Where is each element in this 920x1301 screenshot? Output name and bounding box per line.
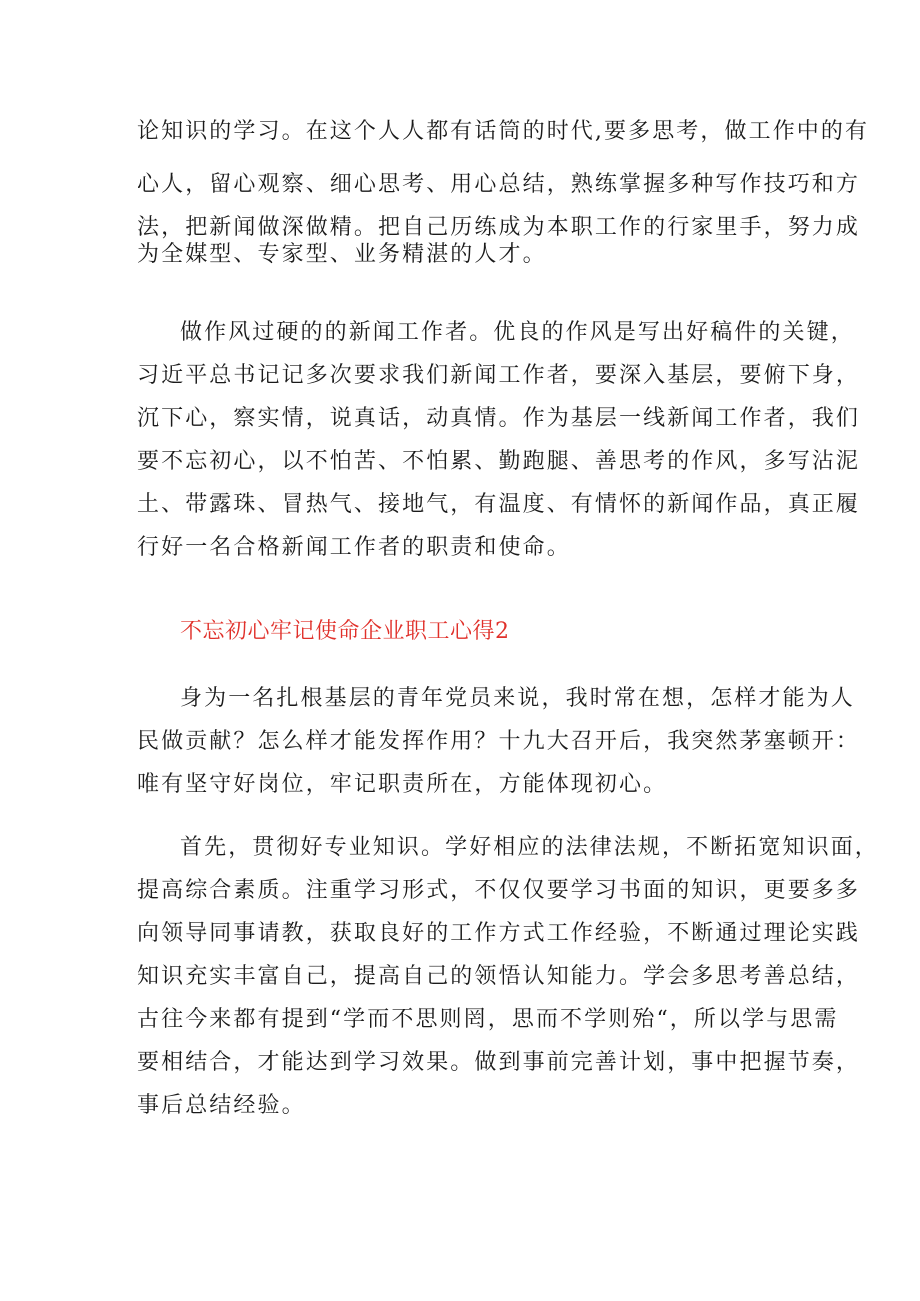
paragraph-4-line-6: 要相结合，才能达到学习效果。做到事前完善计划，事中把握节奏，: [137, 1050, 861, 1075]
paragraph-1-line-2: 心人，留心观察、细心思考、用心总结，熟练掌握多种写作技巧和方: [137, 172, 861, 197]
paragraph-4-line-3: 向领导同事请教，获取良好的工作方式工作经验，不断通过理论实践: [137, 921, 861, 946]
paragraph-1-line-1: 论知识的学习。在这个人人都有话筒的时代,要多思考，做工作中的有: [137, 119, 870, 144]
paragraph-2-line-1: 做作风过硬的的新闻工作者。优良的作风是写出好稿件的关键，: [180, 320, 855, 345]
paragraph-2-line-5: 土、带露珠、冒热气、接地气，有温度、有情怀的新闻作品，真正履: [137, 492, 861, 517]
paragraph-2-line-6: 行好一名合格新闻工作者的职责和使命。: [137, 535, 571, 560]
paragraph-1-line-3: 法，把新闻做深做精。把自己历练成为本职工作的行家里手，努力成: [137, 215, 861, 240]
paragraph-3-line-3: 唯有坚守好岗位，牢记职责所在，方能体现初心。: [137, 772, 668, 797]
paragraph-4-line-7: 事后总结经验。: [137, 1093, 306, 1118]
section-heading: 不忘初心牢记使命企业职工心得2: [180, 619, 510, 644]
paragraph-3-line-1: 身为一名扎根基层的青年党员来说，我时常在想，怎样才能为人: [180, 686, 855, 711]
paragraph-4-line-2: 提高综合素质。注重学习形式，不仅仅要学习书面的知识，更要多多: [137, 878, 861, 903]
paragraph-2-line-3: 沉下心，察实情，说真话，动真情。作为基层一线新闻工作者，我们: [137, 406, 861, 431]
paragraph-2-line-2: 习近平总书记记多次要求我们新闻工作者，要深入基层，要俯下身，: [137, 363, 861, 388]
paragraph-1-line-4: 为全媒型、专家型、业务精湛的人才。: [137, 242, 547, 267]
paragraph-4-line-1: 首先，贯彻好专业知识。学好相应的法律法规，不断拓宽知识面，: [180, 835, 879, 860]
paragraph-4-line-5: 古往今来都有提到“学而不思则罔，思而不学则殆“，所以学与思需: [137, 1007, 839, 1032]
paragraph-2-line-4: 要不忘初心，以不怕苦、不怕累、勤跑腿、善思考的作风，多写沾泥: [137, 449, 861, 474]
paragraph-4-line-4: 知识充实丰富自己，提高自己的领悟认知能力。学会多思考善总结，: [137, 964, 861, 989]
paragraph-3-line-2: 民做贡献？怎么样才能发挥作用？十九大召开后，我突然茅塞顿开：: [137, 729, 861, 754]
